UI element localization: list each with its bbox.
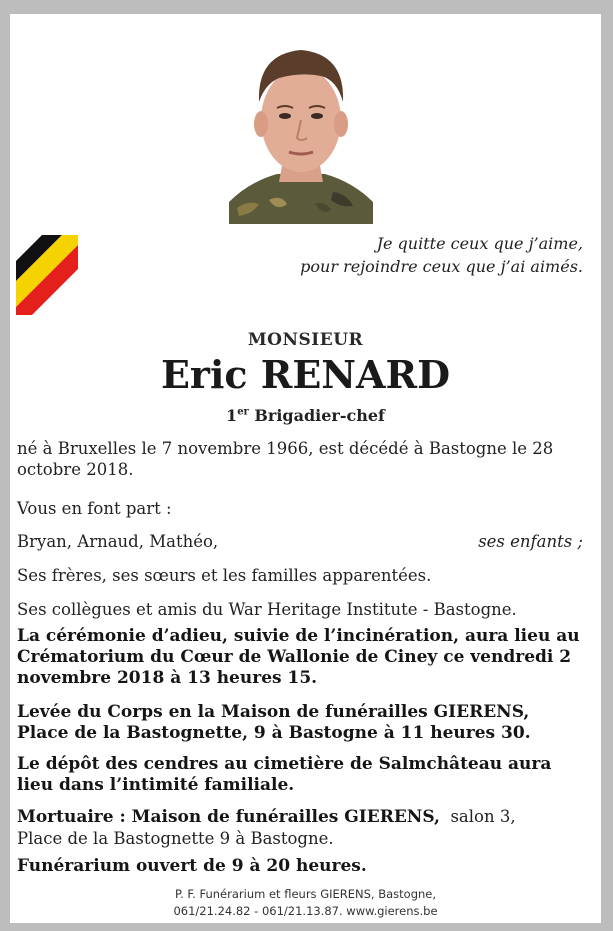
ceremony-text: La cérémonie d’adieu, suivie de l’incinération, aura lieu au Crématorium du Cœur de Wallonie de Ciney ce vendredi 2 novembre 2018 à 13 heures 15.: [17, 626, 580, 688]
portrait-photo: [229, 32, 373, 224]
announce-text: Vous en font part :: [17, 499, 172, 518]
undertaker-footer: [10, 886, 601, 920]
footer-line-2: 061/21.24.82 - 061/21.13.87. www.gierens.be: [173, 904, 438, 918]
mortuary-text: [17, 806, 583, 849]
levee-text: Levée du Corps en la Maison de funérailles GIERENS, Place de la Bastognette, 9 à Bastogne à 11 heures 30.: [17, 702, 531, 743]
ashes-text: Le dépôt des cendres au cimetière de Salmchâteau aura lieu dans l’intimité familiale.: [17, 754, 552, 795]
colleagues-text: Ses collègues et amis du War Heritage Institute - Bastogne.: [17, 600, 517, 619]
belgian-flag-ribbon: [16, 235, 78, 315]
mortuary-address: Place de la Bastognette 9 à Bastogne.: [17, 829, 334, 848]
siblings-text: Ses frères, ses sœurs et les familles apparentées.: [17, 566, 432, 585]
quote-line-2: pour rejoindre ceux que j’ai aimés.: [300, 257, 583, 276]
rank-superscript: er: [237, 406, 249, 418]
death-notice-card: [10, 14, 601, 923]
children-names: Bryan, Arnaud, Mathéo,: [17, 532, 219, 551]
honorific: MONSIEUR: [247, 330, 364, 350]
children-line: [17, 531, 583, 552]
epitaph-quote: [300, 232, 583, 278]
mortuary-salon: salon 3,: [450, 807, 516, 826]
rank-number: 1: [226, 406, 238, 425]
birth-death-text: né à Bruxelles le 7 novembre 1966, est décédé à Bastogne le 28 octobre 2018.: [17, 439, 554, 479]
mortuary-label: Mortuaire : Maison de funérailles GIERENS,: [17, 807, 440, 827]
children-label: ses enfants ;: [478, 532, 583, 551]
quote-line-1: Je quitte ceux que j’aime,: [376, 234, 583, 253]
footer-line-1: P. F. Funérarium et fleurs GIERENS, Bastogne,: [174, 887, 437, 901]
deceased-name: Eric RENARD: [160, 352, 451, 397]
rank-title: Brigadier-chef: [248, 406, 385, 425]
funerarium-hours: Funérarium ouvert de 9 à 20 heures.: [17, 856, 367, 876]
military-rank: [10, 406, 601, 425]
